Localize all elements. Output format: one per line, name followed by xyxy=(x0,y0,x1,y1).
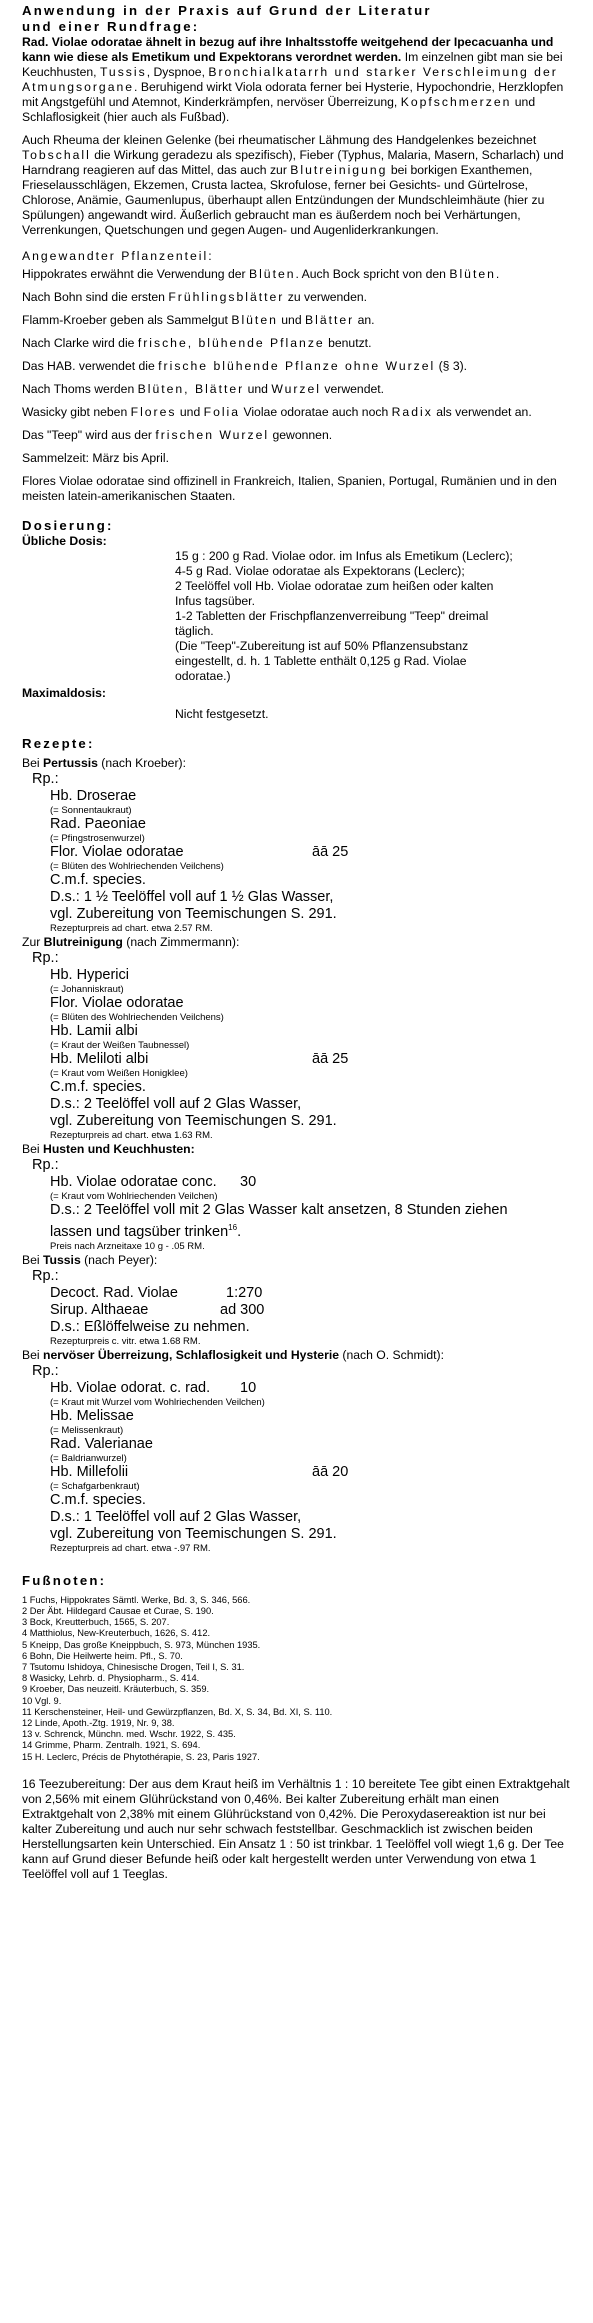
ingredient: Hb. Violae odorat. c. rad. 10 xyxy=(50,1379,257,1396)
ingredient-gloss: (= Kraut der Weißen Taubnessel) xyxy=(50,1040,190,1051)
ingredient: Decoct. Rad. Violae 1:270 xyxy=(50,1284,263,1301)
recipe-signa: D.s.: 2 Teelöffel voll auf 2 Glas Wasser, xyxy=(50,1096,302,1112)
recipe-title: Bei Pertussis (nach Kroeber): xyxy=(22,756,186,770)
pflanzenteil-line-10: Flores Violae odoratae sind offizinell in Frankreich, Italien, Spanien, Portugal, Rumänien und in den meisten latein-amerikanischen Staaten. xyxy=(22,474,557,503)
footnote: 7 Tsutomu Ishidoya, Chinesische Drogen, Teil I, S. 31. xyxy=(22,1662,245,1673)
ingredient-gloss: (= Baldrianwurzel) xyxy=(50,1452,127,1464)
dose-line: 2 Teelöffel voll Hb. Violae odoratae zum heißen oder kalten xyxy=(175,579,494,593)
dose-line: täglich. xyxy=(175,624,214,638)
footnote: 8 Wasicky, Lehrb. d. Physiopharm., S. 414. xyxy=(22,1673,200,1684)
recipe-rp: Rp.: xyxy=(32,1157,59,1173)
recipe-rp: Rp.: xyxy=(32,771,59,787)
ingredient-amount: āā 20 xyxy=(312,1463,349,1480)
section-heading-rezepte: Rezepte: xyxy=(22,736,95,751)
recipe-signa: vgl. Zubereitung von Teemischungen S. 291. xyxy=(50,1113,337,1129)
ingredient-amount: 1:270 xyxy=(226,1284,263,1301)
recipe-signa: D.s.: Eßlöffelweise zu nehmen. xyxy=(50,1318,250,1335)
footnote: 11 Kerschensteiner, Heil- und Gewürzpflanzen, Bd. X, S. 34, Bd. XI, S. 110. xyxy=(22,1706,333,1717)
ingredient-amount: ad 300 xyxy=(220,1301,265,1318)
ingredient: Hb. Meliloti albi āā 25 xyxy=(50,1051,349,1067)
ingredient-amount: 30 xyxy=(240,1174,257,1190)
recipe-signa: lassen und tagsüber trinken$^{16}$. xyxy=(50,1223,242,1240)
recipe-signa: vgl. Zubereitung von Teemischungen S. 291. xyxy=(50,906,337,922)
recipe-signa: D.s.: 1 Teelöffel voll auf 2 Glas Wasser, xyxy=(50,1508,302,1525)
ingredient: C.m.f. species. xyxy=(50,1079,146,1095)
pflanzenteil-line-1: Hippokrates erwähnt die Verwendung der Blüten. Auch Bock spricht von den Blüten. xyxy=(22,267,500,281)
recipe-blutreinigung xyxy=(22,935,571,1142)
pflanzenteil-line-7: Wasicky gibt neben Flores und Folia Violae odoratae auch noch Radix als verwendet an. xyxy=(22,405,532,419)
recipe-price: Preis nach Arzneitaxe 10 g - .05 RM. xyxy=(50,1240,205,1252)
ingredient-gloss: (= Johanniskraut) xyxy=(50,984,124,995)
recipe-signa: D.s.: 1 ½ Teelöffel voll auf 1 ½ Glas Wasser, xyxy=(50,889,334,905)
footnote: 12 Linde, Apoth.-Ztg. 1919, Nr. 9, 38. xyxy=(22,1718,175,1729)
dose-line: 4-5 g Rad. Violae odoratae als Expektorans (Leclerc); xyxy=(175,564,465,578)
ingredient: Flor. Violae odoratae āā 25 xyxy=(50,844,349,860)
ingredient: Hb. Millefolii āā 20 xyxy=(50,1463,349,1480)
footnote-16: 16 Teezubereitung: Der aus dem Kraut heiß im Verhältnis 1 : 10 bereitete Tee gibt einen Extraktgehalt von 2,56% mit einem Glührückstand von 0,46%. Bei kalter Zubereitung erhält man einen Extraktgehalt von 2,38% mit einem Glührückstand von 0,42%. Die Peroxydasereaktion ist nur bei kalter Zubereitung und auch nur sehr schwach feststellbar. Geschmacklich ist zwischen beiden Herstellungsarten kein Unterschied. Ein Ansatz 1 : 50 ist trinkbar. 1 Teelöffel voll wiegt 1,6 g. Der Tee kann auf Grund dieser Befunde heiß oder kalt hergestellt werden unter Verwendung von etwa 1 Teelöffel voll auf 1 Teeglas. xyxy=(22,1776,570,1881)
ingredient-amount: 10 xyxy=(240,1379,257,1396)
ingredient: Hb. Melissae xyxy=(50,1407,134,1424)
recipe-rp: Rp.: xyxy=(32,1267,59,1284)
ingredient: C.m.f. species. xyxy=(50,872,146,888)
recipe-price: Rezepturpreis ad chart. etwa 2.57 RM. xyxy=(50,923,213,934)
recipe-husten xyxy=(22,1142,571,1253)
footnote: 2 Der Äbt. Hildegard Causae et Curae, S. 190. xyxy=(22,1606,214,1617)
recipe-price: Rezepturpreis ad chart. etwa -.97 RM. xyxy=(50,1542,211,1554)
dose-ubliche-values xyxy=(175,549,571,684)
pflanzenteil-line-5: Das HAB. verwendet die frische blühende Pflanze ohne Wurzel (§ 3). xyxy=(22,359,468,373)
recipe-rp: Rp.: xyxy=(32,1362,59,1379)
pflanzenteil-line-4: Nach Clarke wird die frische, blühende Pflanze benutzt. xyxy=(22,336,372,350)
footnote: 13 v. Schrenck, Münchn. med. Wschr. 1922, S. 435. xyxy=(22,1729,236,1740)
pflanzenteil-line-2: Nach Bohn sind die ersten Frühlingsblätter zu verwenden. xyxy=(22,290,368,304)
footnote: 3 Bock, Kreutterbuch, 1565, S. 207. xyxy=(22,1617,170,1628)
dose-line: 1-2 Tabletten der Frischpflanzenverreibung "Teep" dreimal xyxy=(175,609,489,623)
ingredient: Hb. Lamii albi xyxy=(50,1023,138,1039)
ingredient: Rad. Paeoniae xyxy=(50,816,146,832)
ingredient-amount: āā 25 xyxy=(312,1051,349,1067)
recipe-title: Bei nervöser Überreizung, Schlaflosigkeit und Hysterie (nach O. Schmidt): xyxy=(22,1347,444,1362)
recipe-nervoes xyxy=(22,1348,571,1555)
footnote: 6 Bohn, Die Heilwerte heim. Pfl., S. 70. xyxy=(22,1650,183,1661)
dose-line: Infus tagsüber. xyxy=(175,594,255,608)
ingredient: Hb. Violae odoratae conc. 30 xyxy=(50,1174,257,1190)
ingredient-gloss: (= Kraut mit Wurzel vom Wohlriechenden Veilchen) xyxy=(50,1396,265,1408)
ingredient: Flor. Violae odoratae xyxy=(50,995,184,1011)
dose-label-max: Maximaldosis: xyxy=(22,686,106,700)
footnote: 1 Fuchs, Hippokrates Sämtl. Werke, Bd. 3, S. 346, 566. xyxy=(22,1594,251,1605)
ingredient-amount: āā 25 xyxy=(312,844,349,860)
footnote: 10 Vgl. 9. xyxy=(22,1695,62,1706)
footnote: 15 H. Leclerc, Précis de Phytothérapie, S. 23, Paris 1927. xyxy=(22,1751,260,1762)
pflanzenteil-line-9: Sammelzeit: März bis April. xyxy=(22,451,169,465)
ingredient: C.m.f. species. xyxy=(50,1491,146,1508)
section-heading-pflanzenteil: Angewandter Pflanzenteil: xyxy=(22,249,214,263)
pflanzenteil-line-8: Das "Teep" wird aus der frischen Wurzel gewonnen. xyxy=(22,428,333,442)
ingredient: Sirup. Althaeae ad 300 xyxy=(50,1301,265,1318)
ingredient-gloss: (= Sonnentaukraut) xyxy=(50,805,132,816)
dose-line: odoratae.) xyxy=(175,669,231,683)
footnote: 14 Grimme, Pharm. Zentralh. 1921, S. 694. xyxy=(22,1740,201,1751)
ingredient-gloss: (= Schafgarbenkraut) xyxy=(50,1480,140,1492)
recipe-rp: Rp.: xyxy=(32,950,59,966)
pflanzenteil-line-3: Flamm-Kroeber geben als Sammelgut Blüten und Blätter an. xyxy=(22,313,375,327)
ingredient: Hb. Hyperici xyxy=(50,967,129,983)
recipe-pertussis xyxy=(22,756,571,935)
dose-line: 15 g : 200 g Rad. Violae odor. im Infus als Emetikum (Leclerc); xyxy=(175,549,513,563)
ingredient-gloss: (= Melissenkraut) xyxy=(50,1424,124,1436)
section-heading-anwendung: Anwendung in der Praxis auf Grund der Literatur und einer Rundfrage: xyxy=(22,3,432,34)
recipe-title: Zur Blutreinigung (nach Zimmermann): xyxy=(22,935,240,949)
ingredient-gloss: (= Blüten des Wohlriechenden Veilchens) xyxy=(50,1012,224,1023)
dose-max-value: Nicht festgesetzt. xyxy=(175,707,269,721)
recipe-tussis xyxy=(22,1253,571,1348)
footnote: 9 Kroeber, Das neuzeitl. Kräuterbuch, S. 359. xyxy=(22,1684,210,1695)
ingredient: Rad. Valerianae xyxy=(50,1435,153,1452)
paragraph-anwendung-1: Rad. Violae odoratae ähnelt in bezug auf ihre Inhaltsstoffe weitgehend der Ipecacuanha und kann wie diese als Emetikum und Expektorans verordnet werden. Im einzelnen gibt man sie bei Keuchhusten, Tussis, Dyspnoe, Bronchialkatarrh und starker Verschleimung der Atmungsorgane. Beruhigend wirkt Viola odorata ferner bei Hysterie, Hypochondrie, Herzklopfen mit Angstgefühl und Atemnot, Kinderkrämpfen, nervöser Überreizung, Kopfschmerzen und Schlaflosigkeit (hier auch als Fußbad). xyxy=(22,35,564,124)
recipe-title: Bei Tussis (nach Peyer): xyxy=(22,1252,158,1267)
section-heading-fussnoten: Fußnoten: xyxy=(22,1572,107,1588)
ingredient-gloss: (= Kraut vom Wohlriechenden Veilchen) xyxy=(50,1191,218,1202)
ingredient-gloss: (= Blüten des Wohlriechenden Veilchens) xyxy=(50,861,224,872)
ingredient-gloss: (= Kraut vom Weißen Honigklee) xyxy=(50,1068,188,1079)
footnote: 4 Matthiolus, New-Kreuterbuch, 1626, S. 412. xyxy=(22,1628,211,1639)
pflanzenteil-line-6: Nach Thoms werden Blüten, Blätter und Wurzel verwendet. xyxy=(22,382,385,396)
recipe-price: Rezepturpreis c. vitr. etwa 1.68 RM. xyxy=(50,1335,201,1347)
section-heading-dosierung: Dosierung: xyxy=(22,518,114,533)
ingredient: Hb. Droserae xyxy=(50,788,137,804)
recipe-title: Bei Husten und Keuchhusten: xyxy=(22,1142,195,1156)
footnote-list xyxy=(22,1595,571,1763)
ingredient-gloss: (= Pfingstrosenwurzel) xyxy=(50,833,145,844)
footnote-ref: 16 xyxy=(228,1223,238,1232)
recipe-signa: vgl. Zubereitung von Teemischungen S. 291. xyxy=(50,1525,337,1542)
recipe-signa: D.s.: 2 Teelöffel voll mit 2 Glas Wasser kalt ansetzen, 8 Stunden ziehen xyxy=(50,1202,508,1218)
dose-line: (Die "Teep"-Zubereitung ist auf 50% Pflanzensubstanz xyxy=(175,639,469,653)
dose-label-ubliche: Übliche Dosis: xyxy=(22,534,107,548)
paragraph-anwendung-2: Auch Rheuma der kleinen Gelenke (bei rheumatischer Lähmung des Handgelenkes bezeichnet Tobschall die Wirkung geradezu als spezifisch), Fieber (Typhus, Malaria, Masern, Scharlach) und Harndrang reagieren auf das Mittel, das auch zur Blutreinigung bei borkigen Exanthemen, Frieselausschlägen, Ekzemen, Crusta lactea, Skrofulose, ferner bei Gesichts- und Gürtelrose, Chlorose, Anämie, Gaumenlupus, überhaupt allen Entzündungen der Mundschleimhäute (hier zu Spülungen) angewandt wird. Äußerlich gebraucht man es äußerdem noch bei Verhärtungen, Verrenkungen, Quetschungen und gegen Augen- und Augenliderkrankungen. xyxy=(22,133,564,237)
recipe-price: Rezepturpreis ad chart. etwa 1.63 RM. xyxy=(50,1130,213,1141)
footnote: 5 Kneipp, Das große Kneippbuch, S. 973, München 1935. xyxy=(22,1639,261,1650)
dose-line: eingestellt, d. h. 1 Tablette enthält 0,125 g Rad. Violae xyxy=(175,654,467,668)
